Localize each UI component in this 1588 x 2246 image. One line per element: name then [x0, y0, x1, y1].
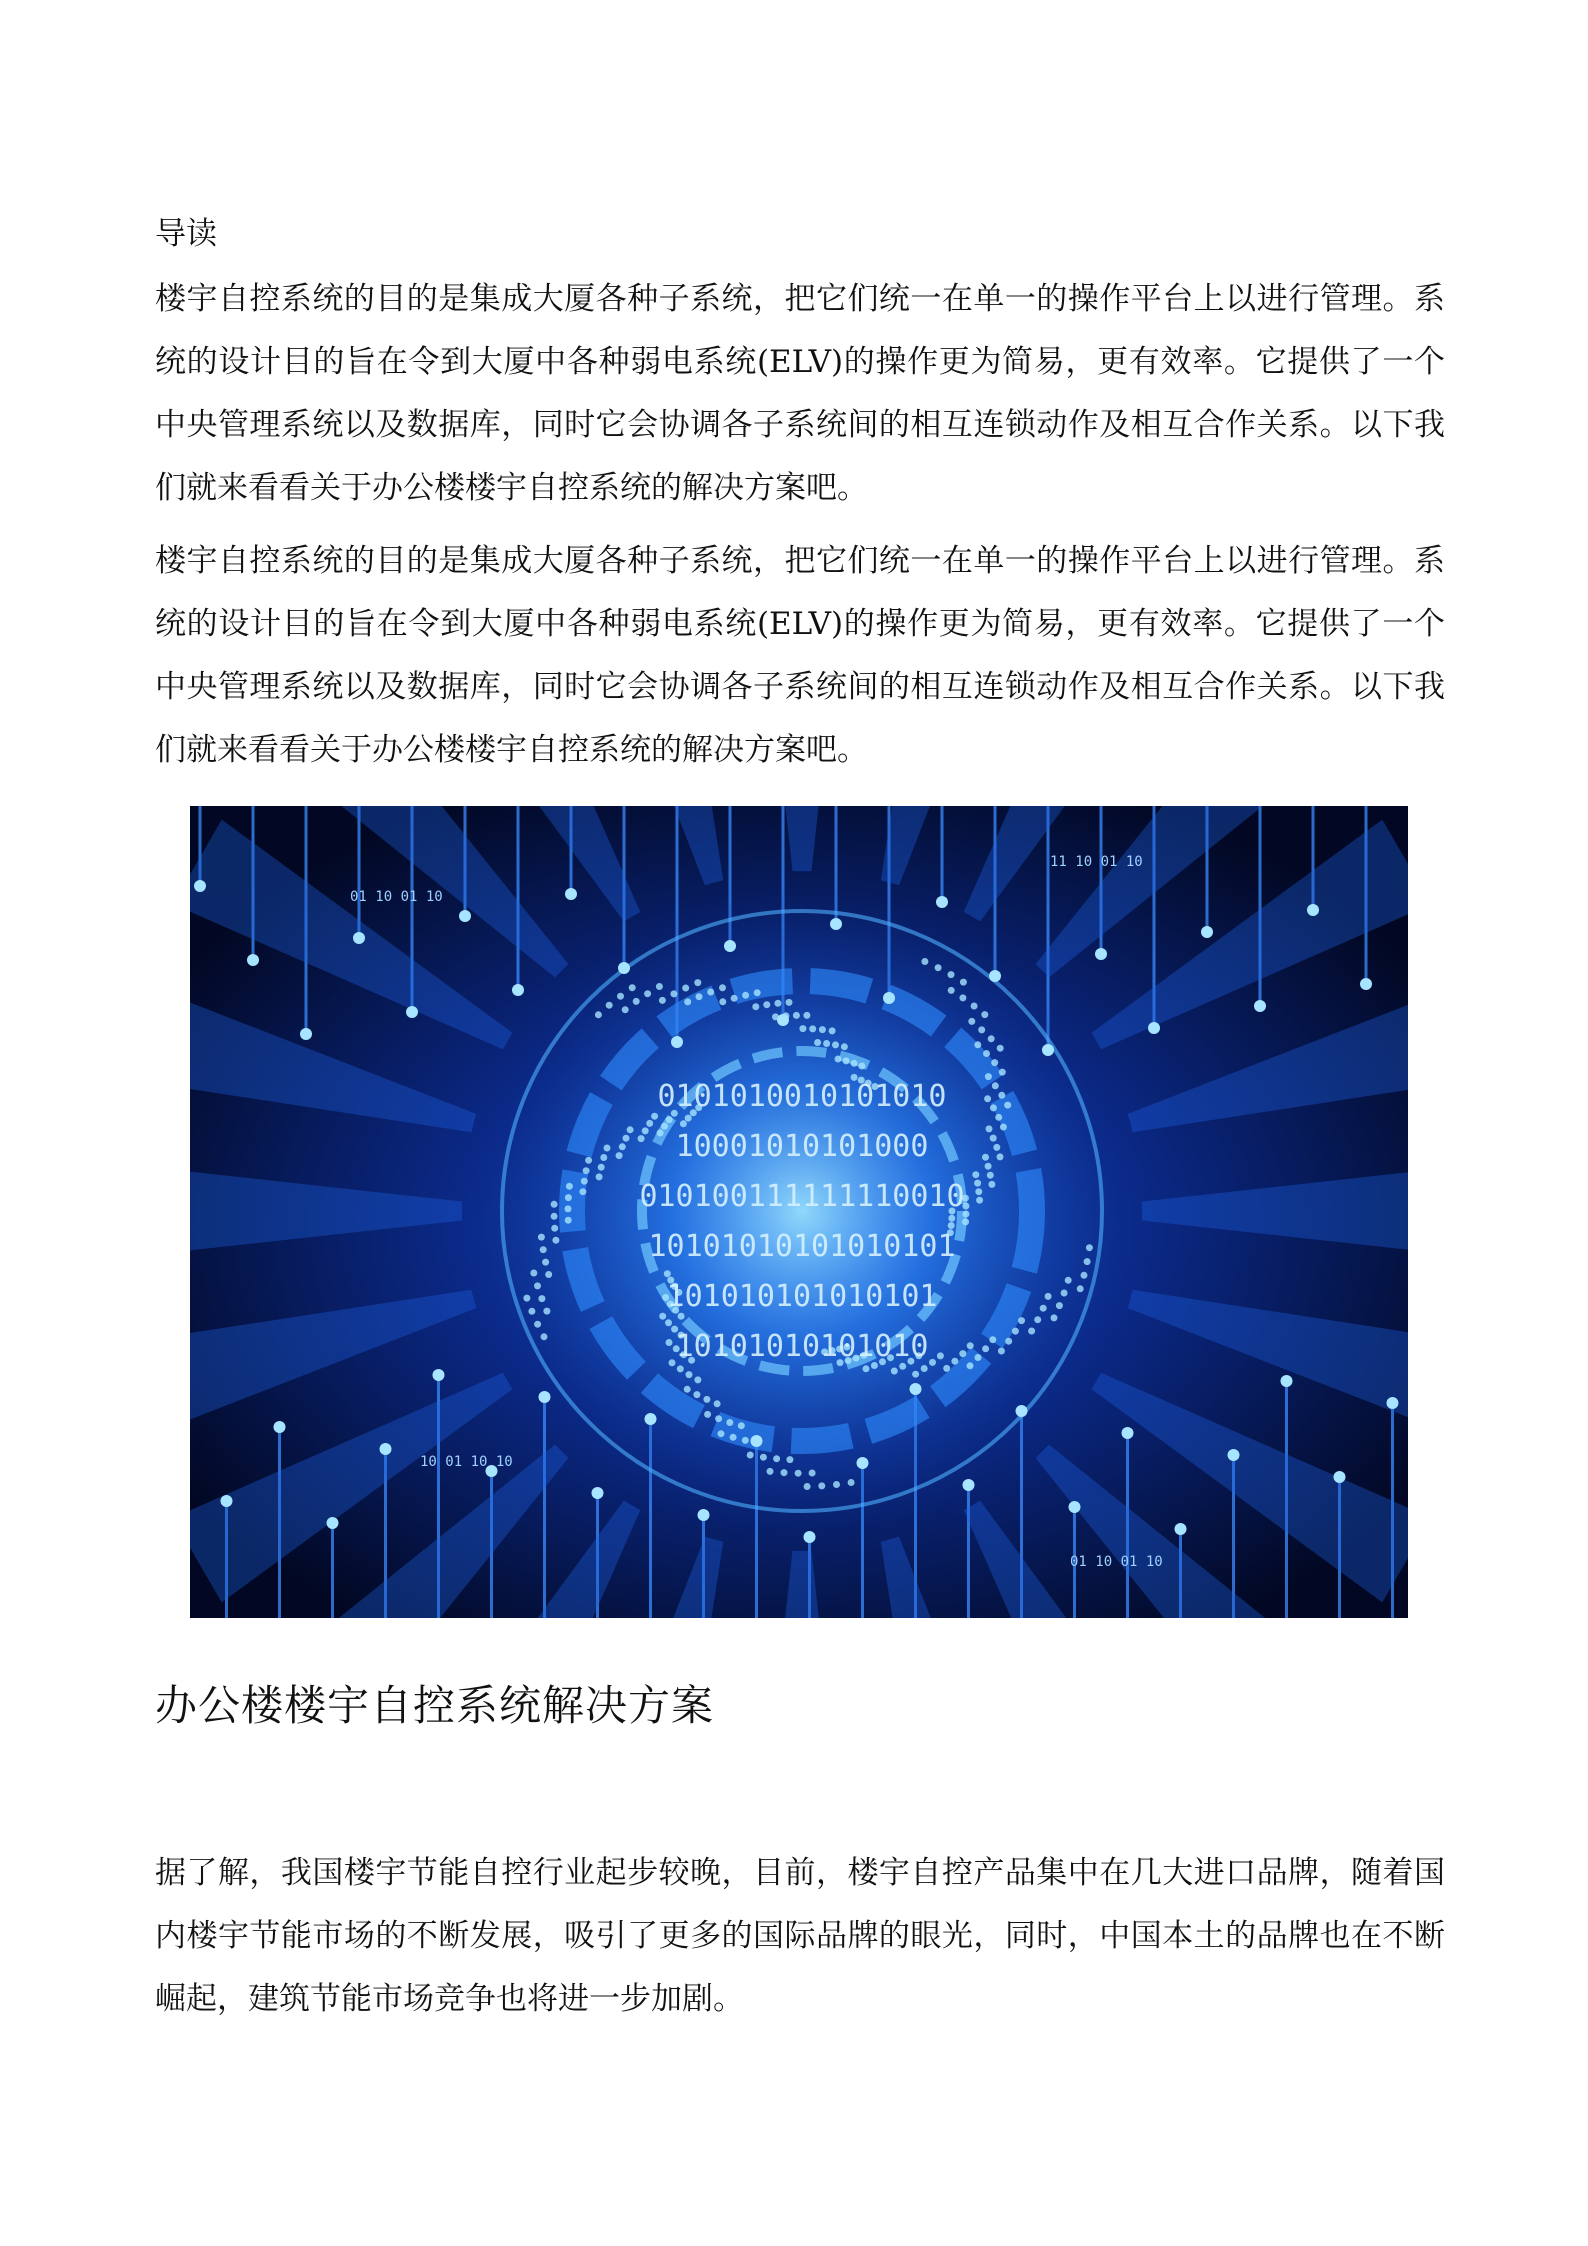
- intro-label: 导读: [155, 216, 217, 252]
- digital-globe-image: [190, 806, 1408, 1618]
- globe-dot: [990, 1104, 997, 1111]
- globe-dot: [530, 1270, 537, 1277]
- circuit-node: [1228, 1449, 1240, 1461]
- globe-dot: [988, 1181, 995, 1188]
- globe-dot: [972, 1171, 979, 1178]
- globe-dot: [818, 1482, 825, 1489]
- globe-dot: [962, 1218, 969, 1225]
- circuit-node: [989, 970, 1001, 982]
- globe-dot: [781, 1469, 788, 1476]
- globe-dot: [598, 1164, 605, 1171]
- globe-dot: [809, 1025, 816, 1032]
- code-label: 01 10 01 10: [1070, 1554, 1163, 1570]
- globe-dot: [579, 1188, 586, 1195]
- globe-dot: [997, 1045, 1004, 1052]
- globe-dot: [694, 979, 701, 986]
- binary-row: 10101010101010101: [648, 1229, 956, 1264]
- globe-dot: [534, 1321, 541, 1328]
- globe-dot: [763, 1001, 770, 1008]
- globe-dot: [670, 990, 677, 997]
- globe-dot: [659, 997, 666, 1004]
- globe-dot: [988, 1035, 995, 1042]
- circuit-node: [1042, 1044, 1054, 1056]
- binary-row: 10001010101000: [675, 1129, 929, 1164]
- globe-dot: [742, 992, 749, 999]
- globe-dot: [985, 1163, 992, 1170]
- globe-dot: [891, 1368, 898, 1375]
- globe-dot: [1028, 1328, 1035, 1335]
- globe-dot: [633, 998, 640, 1005]
- globe-dot: [982, 1154, 989, 1161]
- globe-dot: [1005, 1338, 1012, 1345]
- globe-dot: [819, 1026, 826, 1033]
- globe-dot: [696, 993, 703, 1000]
- globe-dot: [981, 1011, 988, 1018]
- globe-dot: [619, 1143, 626, 1150]
- globe-dot: [565, 1194, 572, 1201]
- circuit-node: [300, 1028, 312, 1040]
- globe-dot: [767, 1468, 774, 1475]
- circuit-node: [724, 940, 736, 952]
- circuit-node: [1095, 948, 1107, 960]
- circuit-node: [353, 932, 365, 944]
- globe-dot: [552, 1237, 559, 1244]
- globe-dot: [684, 998, 691, 1005]
- globe-dot: [707, 989, 714, 996]
- globe-dot: [661, 1123, 668, 1130]
- circuit-node: [327, 1517, 339, 1529]
- circuit-node: [857, 1457, 869, 1469]
- globe-dot: [682, 985, 689, 992]
- globe-dot: [666, 1116, 673, 1123]
- circuit-node: [539, 1391, 551, 1403]
- globe-dot: [1004, 1102, 1011, 1109]
- globe-dot: [694, 1376, 701, 1383]
- globe-dot: [993, 1144, 1000, 1151]
- globe-dot: [978, 1026, 985, 1033]
- globe-dot: [565, 1217, 572, 1224]
- globe-dot: [677, 1365, 684, 1372]
- globe-dot: [799, 1025, 806, 1032]
- circuit-node: [936, 896, 948, 908]
- globe-dot: [967, 1342, 974, 1349]
- globe-dot: [959, 1350, 966, 1357]
- globe-dot: [851, 1060, 858, 1067]
- circuit-node: [1201, 926, 1213, 938]
- globe-dot: [803, 1012, 810, 1019]
- globe-dot: [731, 995, 738, 1002]
- circuit-node: [221, 1495, 233, 1507]
- globe-dot: [540, 1246, 547, 1253]
- globe-dot: [680, 1120, 687, 1127]
- digital-globe-illustration: [190, 806, 1408, 1618]
- globe-dot: [545, 1271, 552, 1278]
- globe-dot: [685, 1115, 692, 1122]
- globe-dot: [606, 1002, 613, 1009]
- circuit-node: [380, 1443, 392, 1455]
- globe-dot: [543, 1308, 550, 1315]
- globe-dot: [657, 1129, 664, 1136]
- globe-dot: [565, 1205, 572, 1212]
- globe-dot: [684, 1386, 691, 1393]
- circuit-node: [592, 1487, 604, 1499]
- circuit-node: [1387, 1397, 1399, 1409]
- code-label: 01 10 01 10: [350, 889, 443, 905]
- globe-dot: [995, 1114, 1002, 1121]
- globe-dot: [983, 1050, 990, 1057]
- globe-dot: [704, 1411, 711, 1418]
- globe-dot: [1084, 1258, 1091, 1265]
- globe-dot: [975, 1188, 982, 1195]
- circuit-node: [1307, 904, 1319, 916]
- circuit-node: [1360, 978, 1372, 990]
- globe-dot: [703, 1396, 710, 1403]
- globe-dot: [528, 1308, 535, 1315]
- globe-dot: [659, 1313, 666, 1320]
- circuit-node: [1148, 1022, 1160, 1034]
- globe-dot: [686, 1371, 693, 1378]
- globe-dot: [832, 1041, 839, 1048]
- globe-dot: [738, 1422, 745, 1429]
- globe-dot: [523, 1295, 530, 1302]
- globe-dot: [542, 1259, 549, 1266]
- circuit-node: [1122, 1427, 1134, 1439]
- circuit-node: [1254, 1000, 1266, 1012]
- circuit-node: [1069, 1501, 1081, 1513]
- globe-dot: [1051, 1314, 1058, 1321]
- globe-dot: [984, 1095, 991, 1102]
- circuit-node: [618, 962, 630, 974]
- globe-dot: [719, 984, 726, 991]
- globe-dot: [551, 1225, 558, 1232]
- section-paragraph: 据了解，我国楼宇节能自控行业起步较晚，目前，楼宇自控产品集中在几大进口品牌，随着国内楼宇节能市场的不断发展，吸引了更多的国际品牌的眼光，同时，中国本土的品牌也在不断崛起，建筑节能市场竞争也将进一步加剧。: [155, 1855, 1445, 2017]
- circuit-node: [459, 910, 471, 922]
- circuit-node: [1175, 1523, 1187, 1535]
- globe-dot: [1000, 1124, 1007, 1131]
- globe-dot: [786, 1456, 793, 1463]
- globe-dot: [976, 1197, 983, 1204]
- circuit-node: [512, 984, 524, 996]
- globe-dot: [1018, 1317, 1025, 1324]
- binary-row: 0101010010101010: [657, 1079, 947, 1114]
- globe-dot: [990, 1135, 997, 1142]
- globe-dot: [742, 1437, 749, 1444]
- globe-dot: [959, 994, 966, 1001]
- globe-dot: [1065, 1277, 1072, 1284]
- globe-dot: [754, 989, 761, 996]
- circuit-node: [883, 992, 895, 1004]
- globe-dot: [968, 1018, 975, 1025]
- globe-dot: [1045, 1293, 1052, 1300]
- globe-dot: [627, 1126, 634, 1133]
- globe-dot: [629, 984, 636, 991]
- globe-dot: [754, 1439, 761, 1446]
- globe-dot: [666, 1339, 673, 1346]
- globe-dot: [829, 1027, 836, 1034]
- globe-dot: [638, 1135, 645, 1142]
- circuit-node: [1281, 1375, 1293, 1387]
- globe-dot: [772, 1013, 779, 1020]
- globe-dot: [538, 1295, 545, 1302]
- globe-dot: [974, 1041, 981, 1048]
- globe-dot: [841, 1043, 848, 1050]
- globe-dot: [534, 1282, 541, 1289]
- globe-dot: [992, 1082, 999, 1089]
- globe-dot: [1061, 1290, 1068, 1297]
- circuit-node: [645, 1413, 657, 1425]
- globe-dot: [786, 999, 793, 1006]
- globe-dot: [929, 1359, 936, 1366]
- globe-dot: [814, 1039, 821, 1046]
- globe-dot: [1077, 1285, 1084, 1292]
- globe-dot: [974, 1180, 981, 1187]
- globe-dot: [921, 1365, 928, 1372]
- globe-dot: [642, 1127, 649, 1134]
- globe-dot: [616, 1152, 623, 1159]
- code-label: 11 10 01 10: [1050, 854, 1143, 870]
- globe-dot: [971, 1003, 978, 1010]
- globe-dot: [843, 1057, 850, 1064]
- globe-dot: [665, 1319, 672, 1326]
- globe-dot: [541, 1333, 548, 1340]
- circuit-node: [274, 1421, 286, 1433]
- globe-dot: [951, 1358, 958, 1365]
- globe-dot: [551, 1213, 558, 1220]
- globe-dot: [967, 1362, 974, 1369]
- circuit-node: [671, 1036, 683, 1048]
- globe-dot: [622, 1006, 629, 1013]
- circuit-node: [194, 880, 206, 892]
- globe-dot: [935, 964, 942, 971]
- globe-dot: [747, 1452, 754, 1459]
- code-label: 10 01 10 10: [420, 1454, 513, 1470]
- globe-dot: [595, 1011, 602, 1018]
- globe-dot: [1056, 1302, 1063, 1309]
- globe-dot: [693, 1391, 700, 1398]
- globe-dot: [1034, 1316, 1041, 1323]
- circuit-node: [804, 1531, 816, 1543]
- globe-dot: [604, 1145, 611, 1152]
- globe-dot: [987, 1172, 994, 1179]
- globe-dot: [646, 1120, 653, 1127]
- globe-dot: [989, 1336, 996, 1343]
- globe-dot: [1086, 1244, 1093, 1251]
- globe-dot: [1081, 1272, 1088, 1279]
- globe-dot: [760, 1454, 767, 1461]
- globe-dot: [566, 1183, 573, 1190]
- globe-dot: [823, 1040, 830, 1047]
- globe-dot: [596, 1173, 603, 1180]
- binary-row: 101010101010101: [666, 1279, 938, 1314]
- globe-dot: [664, 1270, 671, 1277]
- circuit-node: [433, 1369, 445, 1381]
- circuit-node: [565, 888, 577, 900]
- globe-dot: [669, 1359, 676, 1366]
- globe-dot: [943, 1365, 950, 1372]
- circuit-node: [963, 1479, 975, 1491]
- globe-dot: [833, 1481, 840, 1488]
- globe-dot: [617, 993, 624, 1000]
- globe-dot: [998, 1092, 1005, 1099]
- section-title: 办公楼楼宇自控系统解决方案: [155, 1681, 715, 1730]
- binary-row: 010100111111110010: [639, 1179, 965, 1214]
- circuit-node: [406, 1006, 418, 1018]
- globe-dot: [848, 1479, 855, 1486]
- globe-dot: [804, 1483, 811, 1490]
- globe-dot: [997, 1153, 1004, 1160]
- globe-dot: [793, 1012, 800, 1019]
- globe-dot: [921, 958, 928, 965]
- circuit-node: [1334, 1471, 1346, 1483]
- globe-dot: [551, 1201, 558, 1208]
- globe-dot: [998, 1348, 1005, 1355]
- globe-dot: [960, 979, 967, 986]
- globe-dot: [986, 1125, 993, 1132]
- circuit-node: [247, 954, 259, 966]
- globe-dot: [982, 1345, 989, 1352]
- globe-dot: [795, 1470, 802, 1477]
- globe-dot: [858, 1063, 865, 1070]
- globe-dot: [538, 1234, 545, 1241]
- circuit-node: [910, 1383, 922, 1395]
- globe-dot: [912, 1371, 919, 1378]
- globe-dot: [937, 1352, 944, 1359]
- binary-row: 10101010101010: [675, 1329, 929, 1364]
- globe-dot: [714, 1400, 721, 1407]
- circuit-node: [1016, 1405, 1028, 1417]
- globe-dot: [715, 1415, 722, 1422]
- globe-dot: [730, 1434, 737, 1441]
- globe-dot: [863, 1365, 870, 1372]
- globe-dot: [773, 1455, 780, 1462]
- globe-dot: [752, 1003, 759, 1010]
- body-paragraph: 楼宇自控系统的目的是集成大厦各种子系统，把它们统一在单一的操作平台上以进行管理。系统的设计目的旨在令到大厦中各种弱电系统(ELV)的操作更为简易，更有效率。它提供了一个中央管理系统以及数据库，同时它会协调各子系统间的相互连锁动作及相互合作关系。以下我们就来看看关于办公楼楼宇自控系统的解决方案吧。: [155, 543, 1445, 768]
- globe-dot: [585, 1157, 592, 1164]
- globe-dot: [1012, 1328, 1019, 1335]
- globe-dot: [948, 987, 955, 994]
- globe-dot: [975, 1354, 982, 1361]
- globe-dot: [774, 1000, 781, 1007]
- globe-dot: [1040, 1305, 1047, 1312]
- globe-dot: [726, 1419, 733, 1426]
- globe-dot: [600, 1154, 607, 1161]
- globe-dot: [985, 1073, 992, 1080]
- circuit-node: [698, 1509, 710, 1521]
- globe-dot: [583, 1167, 590, 1174]
- globe-dot: [718, 1430, 725, 1437]
- globe-dot: [719, 998, 726, 1005]
- globe-dot: [991, 1059, 998, 1066]
- globe-dot: [835, 1056, 842, 1063]
- intro-paragraph: 楼宇自控系统的目的是集成大厦各种子系统，把它们统一在单一的操作平台上以进行管理。系统的设计目的旨在令到大厦中各种弱电系统(ELV)的操作更为简易，更有效率。它提供了一个中央管理系统以及数据库，同时它会协调各子系统间的相互连锁动作及相互合作关系。以下我们就来看看关于办公楼楼宇自控系统的解决方案吧。: [155, 281, 1445, 506]
- globe-dot: [656, 983, 663, 990]
- globe-dot: [581, 1178, 588, 1185]
- globe-dot: [809, 1470, 816, 1477]
- globe-dot: [644, 990, 651, 997]
- globe-dot: [948, 971, 955, 978]
- globe-dot: [623, 1135, 630, 1142]
- globe-dot: [782, 1012, 789, 1019]
- globe-dot: [999, 1069, 1006, 1076]
- circuit-node: [830, 918, 842, 930]
- globe-dot: [948, 1222, 955, 1229]
- globe-dot: [948, 1215, 955, 1222]
